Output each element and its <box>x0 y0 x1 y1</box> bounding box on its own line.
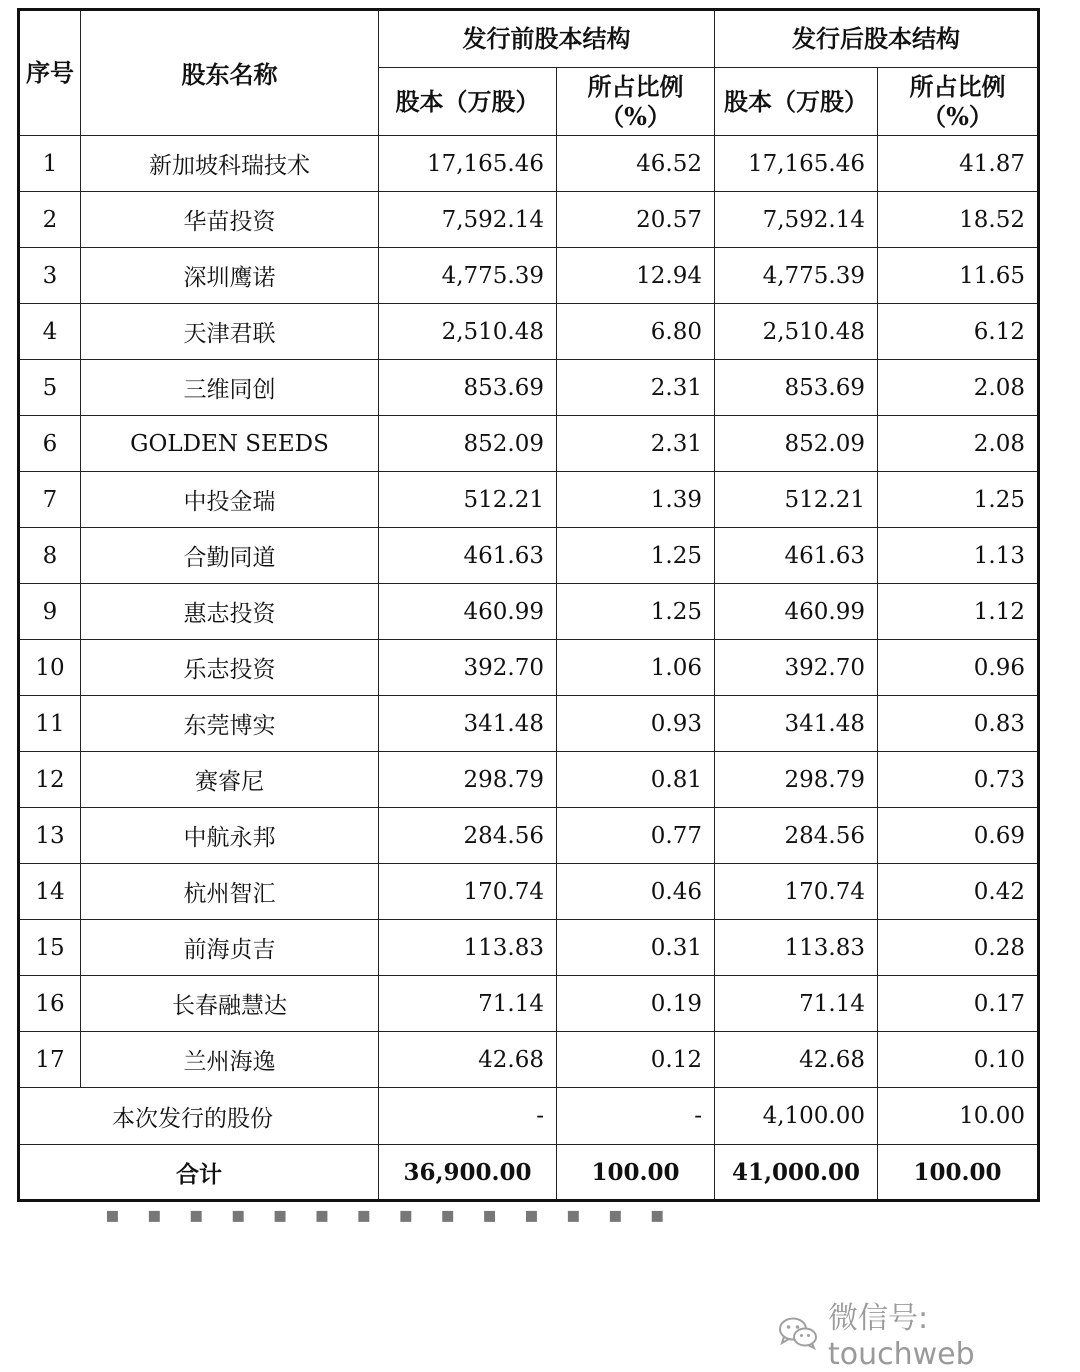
row-seq: 6 <box>19 416 81 472</box>
row-shares-before: 284.56 <box>379 808 557 864</box>
row-seq: 11 <box>19 696 81 752</box>
row-seq: 5 <box>19 360 81 416</box>
total-label: 合计 <box>19 1145 379 1201</box>
row-ratio-before: 2.31 <box>557 416 715 472</box>
row-shares-before: 17,165.46 <box>379 136 557 192</box>
row-seq: 4 <box>19 304 81 360</box>
row-ratio-after: 0.17 <box>878 976 1039 1032</box>
issue-shares-after: 4,100.00 <box>715 1088 878 1145</box>
row-seq: 8 <box>19 528 81 584</box>
row-ratio-after: 18.52 <box>878 192 1039 248</box>
header-shares-before: 股本（万股） <box>379 68 557 136</box>
row-shareholder-name: 乐志投资 <box>81 640 379 696</box>
row-ratio-before: 12.94 <box>557 248 715 304</box>
table-row <box>19 528 1039 584</box>
total-shares-before: 36,900.00 <box>379 1145 557 1201</box>
issue-label: 本次发行的股份 <box>19 1088 379 1145</box>
row-ratio-after: 2.08 <box>878 360 1039 416</box>
row-ratio-before: 1.39 <box>557 472 715 528</box>
row-shares-after: 2,510.48 <box>715 304 878 360</box>
row-shares-after: 852.09 <box>715 416 878 472</box>
row-ratio-after: 1.13 <box>878 528 1039 584</box>
table-row <box>19 360 1039 416</box>
row-ratio-before: 1.25 <box>557 528 715 584</box>
row-seq: 3 <box>19 248 81 304</box>
wechat-watermark <box>778 1293 1080 1372</box>
row-ratio-before: 1.25 <box>557 584 715 640</box>
row-shares-after: 113.83 <box>715 920 878 976</box>
row-ratio-before: 0.19 <box>557 976 715 1032</box>
row-shareholder-name: 长春融慧达 <box>81 976 379 1032</box>
row-shares-before: 853.69 <box>379 360 557 416</box>
row-shares-before: 461.63 <box>379 528 557 584</box>
row-ratio-after: 0.42 <box>878 864 1039 920</box>
wechat-icon <box>778 1316 818 1350</box>
issue-ratio-before: - <box>557 1088 715 1145</box>
row-shareholder-name: 东莞博实 <box>81 696 379 752</box>
row-ratio-before: 0.46 <box>557 864 715 920</box>
table-row <box>19 752 1039 808</box>
row-shares-after: 341.48 <box>715 696 878 752</box>
table-row <box>19 640 1039 696</box>
row-shareholder-name: 杭州智汇 <box>81 864 379 920</box>
row-ratio-before: 0.31 <box>557 920 715 976</box>
row-shares-after: 392.70 <box>715 640 878 696</box>
row-shareholder-name: 华苗投资 <box>81 192 379 248</box>
table-row <box>19 472 1039 528</box>
header-row-1 <box>19 10 1039 68</box>
shareholder-table-container <box>17 8 1040 1202</box>
row-ratio-after: 0.83 <box>878 696 1039 752</box>
header-after-group: 发行后股本结构 <box>715 10 1039 68</box>
table-row <box>19 696 1039 752</box>
row-ratio-after: 0.10 <box>878 1032 1039 1088</box>
header-name: 股东名称 <box>81 10 379 136</box>
row-seq: 14 <box>19 864 81 920</box>
row-ratio-before: 2.31 <box>557 360 715 416</box>
table-row <box>19 248 1039 304</box>
header-ratio-before: 所占比例（%） <box>557 68 715 136</box>
row-seq: 9 <box>19 584 81 640</box>
cut-off-text-line: ▪ ▪ ▪ ▪ ▪ ▪ ▪ ▪ ▪ ▪ ▪ ▪ ▪ ▪ <box>105 1203 675 1228</box>
row-ratio-after: 6.12 <box>878 304 1039 360</box>
row-seq: 12 <box>19 752 81 808</box>
row-ratio-after: 41.87 <box>878 136 1039 192</box>
row-ratio-before: 0.12 <box>557 1032 715 1088</box>
table-row <box>19 976 1039 1032</box>
row-shareholder-name: 合勤同道 <box>81 528 379 584</box>
row-ratio-before: 0.93 <box>557 696 715 752</box>
row-seq: 1 <box>19 136 81 192</box>
row-ratio-before: 6.80 <box>557 304 715 360</box>
row-shares-before: 512.21 <box>379 472 557 528</box>
row-shares-after: 71.14 <box>715 976 878 1032</box>
row-seq: 15 <box>19 920 81 976</box>
row-ratio-after: 0.28 <box>878 920 1039 976</box>
row-shares-before: 298.79 <box>379 752 557 808</box>
row-shares-before: 42.68 <box>379 1032 557 1088</box>
row-shareholder-name: 深圳鹰诺 <box>81 248 379 304</box>
row-shareholder-name: 中航永邦 <box>81 808 379 864</box>
table-row <box>19 136 1039 192</box>
issue-ratio-after: 10.00 <box>878 1088 1039 1145</box>
row-shareholder-name: 兰州海逸 <box>81 1032 379 1088</box>
row-ratio-before: 0.81 <box>557 752 715 808</box>
row-shares-after: 298.79 <box>715 752 878 808</box>
total-ratio-after: 100.00 <box>878 1145 1039 1201</box>
table-row <box>19 1032 1039 1088</box>
header-shares-after: 股本（万股） <box>715 68 878 136</box>
row-shares-after: 170.74 <box>715 864 878 920</box>
header-before-group: 发行前股本结构 <box>379 10 715 68</box>
row-shares-after: 461.63 <box>715 528 878 584</box>
row-shares-before: 170.74 <box>379 864 557 920</box>
row-ratio-before: 20.57 <box>557 192 715 248</box>
row-shareholder-name: 天津君联 <box>81 304 379 360</box>
table-row <box>19 920 1039 976</box>
row-shareholder-name: 前海贞吉 <box>81 920 379 976</box>
table-row <box>19 864 1039 920</box>
row-shareholder-name: 三维同创 <box>81 360 379 416</box>
row-shares-before: 392.70 <box>379 640 557 696</box>
table-row <box>19 416 1039 472</box>
row-seq: 17 <box>19 1032 81 1088</box>
row-shares-after: 7,592.14 <box>715 192 878 248</box>
row-shareholder-name: GOLDEN SEEDS <box>81 416 379 472</box>
row-shares-before: 2,510.48 <box>379 304 557 360</box>
table-row <box>19 808 1039 864</box>
row-shares-after: 42.68 <box>715 1032 878 1088</box>
row-seq: 13 <box>19 808 81 864</box>
row-ratio-after: 0.73 <box>878 752 1039 808</box>
row-ratio-after: 0.96 <box>878 640 1039 696</box>
header-seq: 序号 <box>19 10 81 136</box>
row-shares-before: 4,775.39 <box>379 248 557 304</box>
row-shares-after: 460.99 <box>715 584 878 640</box>
row-ratio-after: 0.69 <box>878 808 1039 864</box>
row-ratio-before: 46.52 <box>557 136 715 192</box>
row-shares-after: 284.56 <box>715 808 878 864</box>
row-shares-after: 512.21 <box>715 472 878 528</box>
row-shares-before: 7,592.14 <box>379 192 557 248</box>
table-body <box>19 136 1039 1088</box>
row-seq: 2 <box>19 192 81 248</box>
row-shares-before: 460.99 <box>379 584 557 640</box>
shareholder-structure-table <box>17 8 1040 1202</box>
row-shares-after: 4,775.39 <box>715 248 878 304</box>
row-ratio-after: 2.08 <box>878 416 1039 472</box>
row-seq: 16 <box>19 976 81 1032</box>
issue-shares-before: - <box>379 1088 557 1145</box>
table-row <box>19 304 1039 360</box>
row-shareholder-name: 新加坡科瑞技术 <box>81 136 379 192</box>
row-shares-before: 113.83 <box>379 920 557 976</box>
row-shares-after: 17,165.46 <box>715 136 878 192</box>
row-shares-before: 852.09 <box>379 416 557 472</box>
row-ratio-after: 1.25 <box>878 472 1039 528</box>
total-ratio-before: 100.00 <box>557 1145 715 1201</box>
row-seq: 7 <box>19 472 81 528</box>
header-ratio-after: 所占比例（%） <box>878 68 1039 136</box>
row-shares-before: 341.48 <box>379 696 557 752</box>
row-ratio-before: 0.77 <box>557 808 715 864</box>
row-shares-after: 853.69 <box>715 360 878 416</box>
row-seq: 10 <box>19 640 81 696</box>
total-row <box>19 1145 1039 1201</box>
watermark-text: 微信号: touchweb <box>828 1301 975 1372</box>
row-shareholder-name: 赛睿尼 <box>81 752 379 808</box>
total-shares-after: 41,000.00 <box>715 1145 878 1201</box>
table-row <box>19 192 1039 248</box>
issue-row <box>19 1088 1039 1145</box>
row-shareholder-name: 惠志投资 <box>81 584 379 640</box>
row-shares-before: 71.14 <box>379 976 557 1032</box>
row-shareholder-name: 中投金瑞 <box>81 472 379 528</box>
row-ratio-after: 11.65 <box>878 248 1039 304</box>
row-ratio-before: 1.06 <box>557 640 715 696</box>
row-ratio-after: 1.12 <box>878 584 1039 640</box>
table-row <box>19 584 1039 640</box>
